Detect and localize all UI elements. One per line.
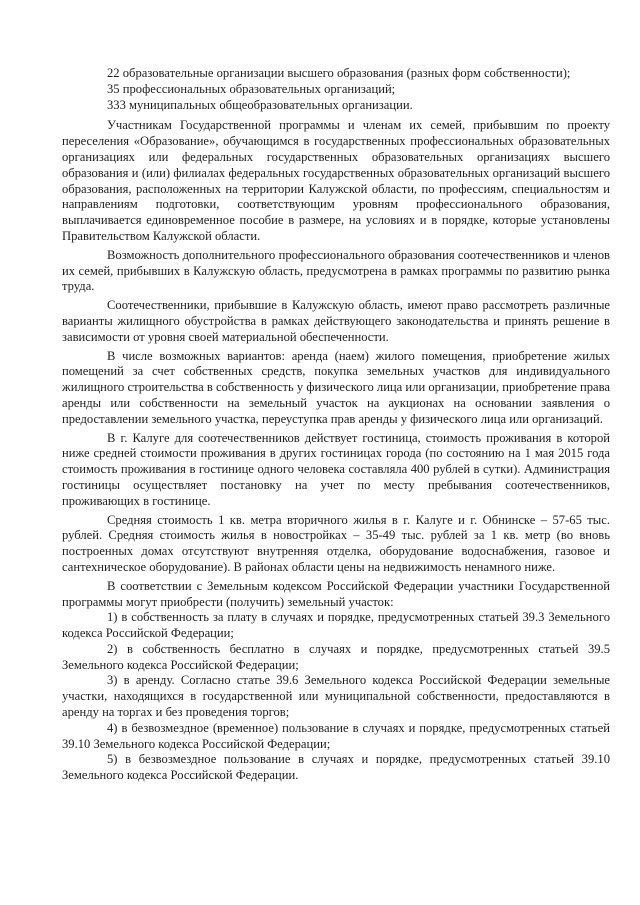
list-item-land-lease: 3) в аренду. Согласно статье 39.6 Земельного кодекса Российской Федерации земельные участки, находящихся в государственной или муниципальной собственности, предоставляются в аренду на торгах и без проведения торгов; [62, 673, 610, 720]
list-item-land-free-use: 5) в безвозмездное пользование в случаях и порядке, предусмотренных статьей 39.10 Земельного кодекса Российской Федерации. [62, 752, 610, 783]
paragraph-higher-education-count: 22 образовательные организации высшего образования (разных форм собственности); [107, 66, 571, 80]
paragraph-municipal-schools-count: 333 муниципальных общеобразовательных организации. [107, 97, 413, 112]
paragraph-housing-options: Соотечественники, прибывшие в Калужскую область, имеют право рассмотреть различные варианты жилищного обустройства в рамках действующего законодательства и принять решение в зависимости от уровня своей материальной обеспеченности. [62, 298, 610, 344]
list-item-land-paid-ownership: 1) в собственность за плату в случаях и порядке, предусмотренных статьей 39.3 Земельного кодекса Российской Федерации; [62, 610, 610, 641]
paragraph-housing-prices: Средняя стоимость 1 кв. метра вторичного жилья в г. Калуге и г. Обнинске – 57-65 тыс. рублей. Средняя стоимость жилья в новостройках – 35-49 тыс. рублей за 1 кв. метр (во вновь построенных домах отсутствуют внутренняя отделка, оборудование водоснабжения, газовое и сантехническое оборудование). В районах области цены на недвижимость ненамного ниже. [62, 512, 610, 574]
list-item-land-temporary-use: 4) в безвозмездное (временное) пользование в случаях и порядке, предусмотренных статьей 39.10 Земельного кодекса Российской Федерации; [62, 720, 610, 751]
paragraph-housing-variants: В числе возможных вариантов: аренда (наем) жилого помещения, приобретение жилых помещений за счет собственных средств, покупка земельных участков для индивидуального жилищного строительства в собственность у физического лица или организации, приобретение права аренды или собственности на земельный участок на аукционах на основании заявления о предоставлении земельного участка, переуступка прав аренды у физического лица или организаций. [62, 348, 610, 426]
paragraph-professional-orgs-count: 35 профессиональных образовательных организаций; [107, 81, 396, 96]
list-item-land-free-ownership: 2) в собственность бесплатно в случаях и порядке, предусмотренных статьей 39.5 Земельного кодекса Российской Федерации; [62, 641, 610, 672]
document-body [62, 66, 610, 784]
paragraph-hotel: В г. Калуге для соотечественников действует гостиница, стоимость проживания в которой ниже средней стоимости проживания в других гостиницах города (по состоянию на 1 мая 2015 года стоимость проживания в гостинице одного человека составляла 400 рублей в сутки). Администрация гостиницы осуществляет постановку на учет по месту пребывания соотечественников, проживающих в гостинице. [62, 430, 610, 508]
paragraph-land-code-intro: В соответствии с Земельным кодексом Российской Федерации участники Государственной программы могут приобрести (получить) земельный участок: [62, 578, 610, 609]
paragraph-education-allowance: Участникам Государственной программы и членам их семей, прибывшим по проекту переселения «Образование», обучающимся в государственных профессиональных образовательных организациях или федеральных государственных образовательных организациях высшего образования и (или) филиалах федеральных государственных образовательных организаций высшего образования, расположенных на территории Калужской области, по профессиям, специальностям и направлениям подготовки, соответствующим уровням профессионального образования, выплачивается единовременное пособие в размере, на условиях и в порядке, которые установлены Правительством Калужской области. [62, 118, 610, 243]
paragraph-additional-education: Возможность дополнительного профессионального образования соотечественников и членов их семей, прибывших в Калужскую область, предусмотрена в рамках программы по развитию рынка труда. [62, 247, 610, 294]
